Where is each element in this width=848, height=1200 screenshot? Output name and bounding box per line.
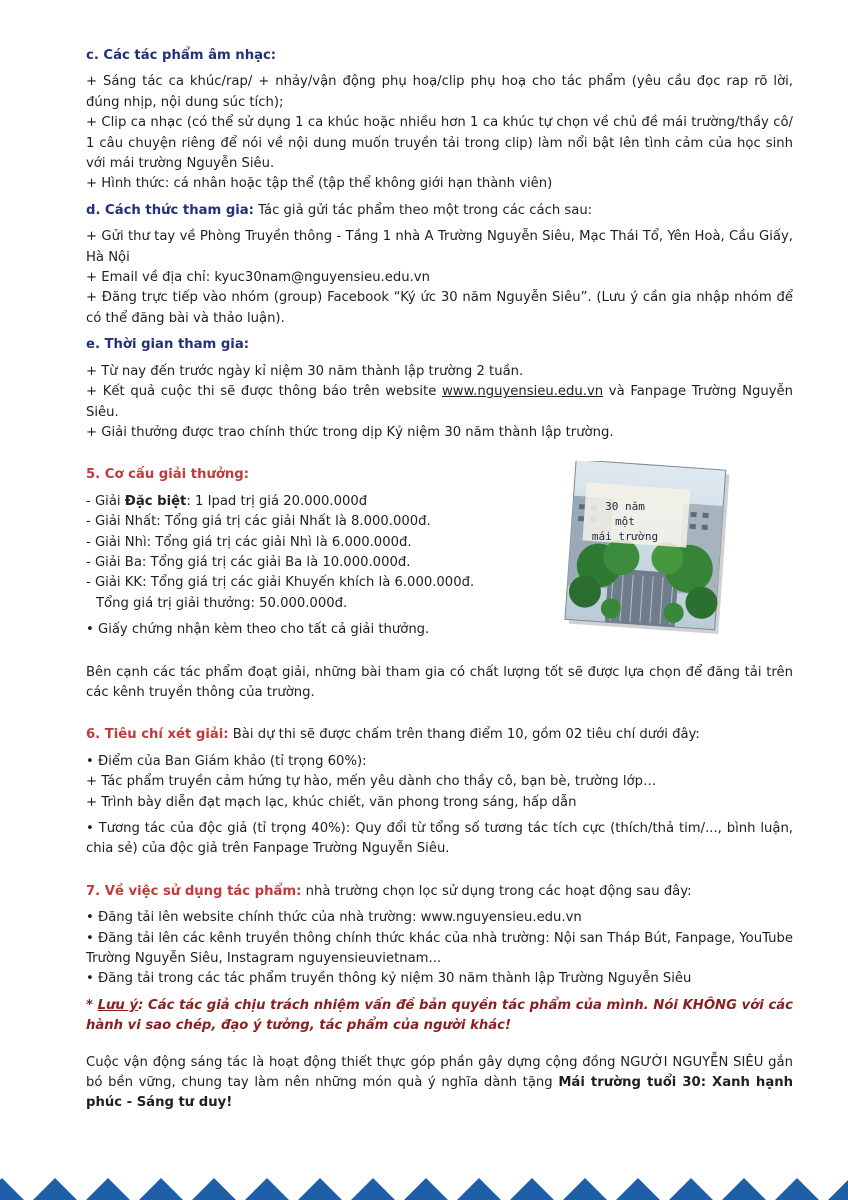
copyright-note (86, 996, 793, 1037)
section-6-line: + Trình bày diễn đạt mạch lạc, khúc chiết, văn phong trong sáng, hấp dẫn (86, 794, 577, 810)
section-c-body (86, 72, 793, 194)
closing-slogan: Mái trường tuổi 30: Xanh hạnh phúc - Sáng tư duy! (86, 1075, 793, 1111)
footer-triangle (192, 1178, 236, 1200)
section-6-heading: 6. Tiêu chí xét giải: (86, 727, 229, 743)
footer-triangle (457, 1178, 501, 1200)
footer-triangle (33, 1178, 77, 1200)
footer-triangle (139, 1178, 183, 1200)
footer-triangle (351, 1178, 395, 1200)
footer-triangle (775, 1178, 819, 1200)
closing-text: Cuộc vận động sáng tác là hoạt động thiết thực góp phần gây dựng cộng đồng NGƯỜI NGUYỄN SIÊU gắn bó bền vững, chung tay làm nên những món quà ý nghĩa dành tặng (86, 1054, 793, 1091)
closing-paragraph (86, 1053, 793, 1114)
section-7-body (86, 908, 793, 990)
section-6-interaction: • Tương tác của độc giả (tỉ trọng 40%): Quy đổi từ tổng số tương tác tích cực (thích/thả tim/..., bình luận, chia sẻ) của độc giả trên Fanpage Trường Nguyễn Siêu. (86, 821, 793, 857)
section-6-line: + Tác phẩm truyền cảm hứng tự hào, mến yêu dành cho thầy cô, bạn bè, trường lớp… (86, 774, 657, 790)
photo-caption (570, 499, 680, 544)
prize-item: - Giải Nhất: Tổng giá trị các giải Nhất là 8.000.000đ. (86, 514, 431, 530)
section-5-heading: 5. Cơ cấu giải thưởng: (86, 467, 250, 483)
prize-section (86, 465, 793, 640)
prize-item: - Giải Nhì: Tổng giá trị các giải Nhì là 6.000.000đ. (86, 534, 412, 550)
note-text: : Các tác giả chịu trách nhiệm vấn đề bản quyền tác phẩm của mình. Nói KHÔNG với các hành vi sao chép, đạo ý tưởng, tác phẩm của người khác! (86, 997, 793, 1034)
section-7-intro: nhà trường chọn lọc sử dụng trong các hoạt động sau đây: (301, 883, 692, 899)
prize-total: Tổng giá trị giải thưởng: 50.000.000đ. (96, 595, 348, 611)
section-7-heading: 7. Về việc sử dụng tác phẩm: (86, 883, 302, 899)
prize-item-special (86, 492, 556, 512)
prize-items (86, 492, 556, 614)
document-body (86, 46, 793, 1114)
footer-triangle (669, 1178, 713, 1200)
prize-item: - Giải Ba: Tổng giá trị các giải Ba là 10.000.000đ. (86, 554, 411, 570)
section-e-line: + Giải thưởng được trao chính thức trong dịp Kỷ niệm 30 năm thành lập trường. (86, 424, 614, 440)
footer-triangle (0, 1178, 24, 1200)
section-d-line: + Đăng trực tiếp vào nhóm (group) Facebook “Ký ức 30 năm Nguyễn Siêu”. (Lưu ý cần gia nhập nhóm để có thể đăng bài và thảo luận). (86, 290, 793, 326)
footer-triangle (616, 1178, 660, 1200)
footer-triangle (404, 1178, 448, 1200)
section-d-line: + Email về địa chỉ: kyuc30nam@nguyensieu.edu.vn (86, 270, 430, 286)
certificate-line: • Giấy chứng nhận kèm theo cho tất cả giải thưởng. (86, 622, 430, 638)
photo-caption-line: 30 năm (605, 500, 645, 514)
section-d-line: + Gửi thư tay về Phòng Truyền thông - Tầng 1 nhà A Trường Nguyễn Siêu, Mạc Thái Tổ, Yên Hoà, Cầu Giấy, Hà Nội (86, 229, 793, 265)
section-e-heading: e. Thời gian tham gia: (86, 337, 249, 353)
section-c-line: + Clip ca nhạc (có thể sử dụng 1 ca khúc hoặc nhiều hơn 1 ca khúc tự chọn về chủ đề mái trường/thầy cô/ 1 câu chuyện riêng để nói về nội dung muốn truyền tải trong clip) làm nổi bật lên tình cảm của học sinh với mái trường Nguyễn Siêu. (86, 115, 793, 172)
section-6-intro-row (86, 725, 793, 745)
section-7-line: • Đăng tải lên website chính thức của nhà trường: www.nguyensieu.edu.vn (86, 910, 582, 926)
footer-triangle (298, 1178, 342, 1200)
section-7-intro-row (86, 882, 793, 902)
school-photo (560, 461, 738, 639)
footer-triangle (245, 1178, 289, 1200)
section-c-line: + Hình thức: cá nhân hoặc tập thể (tập thể không giới hạn thành viên) (86, 176, 553, 192)
footer-triangle (722, 1178, 766, 1200)
photo-caption-line: mái trường (591, 530, 659, 544)
section-6-body (86, 752, 793, 813)
prize-text: : 1 Ipad trị giá 20.000.000đ (186, 493, 368, 509)
prize-item: - Giải KK: Tổng giá trị các giải Khuyến khích là 6.000.000đ. (86, 575, 475, 591)
prize-text: - Giải (86, 493, 125, 509)
section-c-line: + Sáng tác ca khúc/rap/ + nhảy/vận động phụ hoạ/clip phụ hoạ cho tác phẩm (yêu cầu đọc rap rõ lời, đúng nhịp, nội dung súc tích); (86, 74, 793, 110)
section-d-intro: Tác giả gửi tác phẩm theo một trong các cách sau: (253, 202, 593, 218)
section-e-line: + Từ nay đến trước ngày kỉ niệm 30 năm thành lập trường 2 tuần. (86, 363, 524, 379)
section-e-body (86, 362, 793, 444)
footer-triangle (563, 1178, 607, 1200)
footer-triangle (828, 1178, 848, 1200)
section-7-line: • Đăng tải lên các kênh truyền thông chính thức khác của nhà trường: Nội san Tháp Bút, Fanpage, YouTube Trường Nguyễn Siêu, Instagram nguyensieuvietnam... (86, 930, 793, 967)
section-d-intro-row (86, 201, 793, 221)
footer-triangle (86, 1178, 130, 1200)
prize-special-label: Đặc biệt (124, 493, 187, 509)
section-e-text: + Kết quả cuộc thi sẽ được thông báo trên website (86, 384, 443, 400)
section-e-text: và Fanpage Trường Nguyễn Siêu. (86, 384, 793, 420)
section-7-line: • Đăng tải trong các tác phẩm truyền thông kỷ niệm 30 năm thành lập Trường Nguyễn Siêu (86, 971, 692, 987)
footer-triangle-border (0, 1178, 848, 1200)
website-link[interactable]: www.nguyensieu.edu.vn (442, 384, 604, 400)
note-label: Lưu ý (97, 997, 139, 1013)
section-5-extra: Bên cạnh các tác phẩm đoạt giải, những bài tham gia có chất lượng tốt sẽ được lựa chọn để đăng tải trên các kênh truyền thông của trường. (86, 664, 793, 700)
footer-triangle (510, 1178, 554, 1200)
note-star: * (86, 997, 98, 1013)
section-e-line (86, 382, 793, 423)
section-d-heading: d. Cách thức tham gia: (86, 202, 254, 218)
section-d-body (86, 227, 793, 329)
section-6-intro: Bài dự thi sẽ được chấm trên thang điểm 10, gồm 02 tiêu chí dưới đây: (228, 727, 700, 743)
section-c-heading: c. Các tác phẩm âm nhạc: (86, 48, 277, 63)
section-6-line: • Điểm của Ban Giám khảo (tỉ trọng 60%): (86, 753, 367, 769)
prize-list (86, 465, 556, 640)
photo-caption-line: một (615, 515, 635, 529)
school-photo-image (560, 461, 738, 639)
